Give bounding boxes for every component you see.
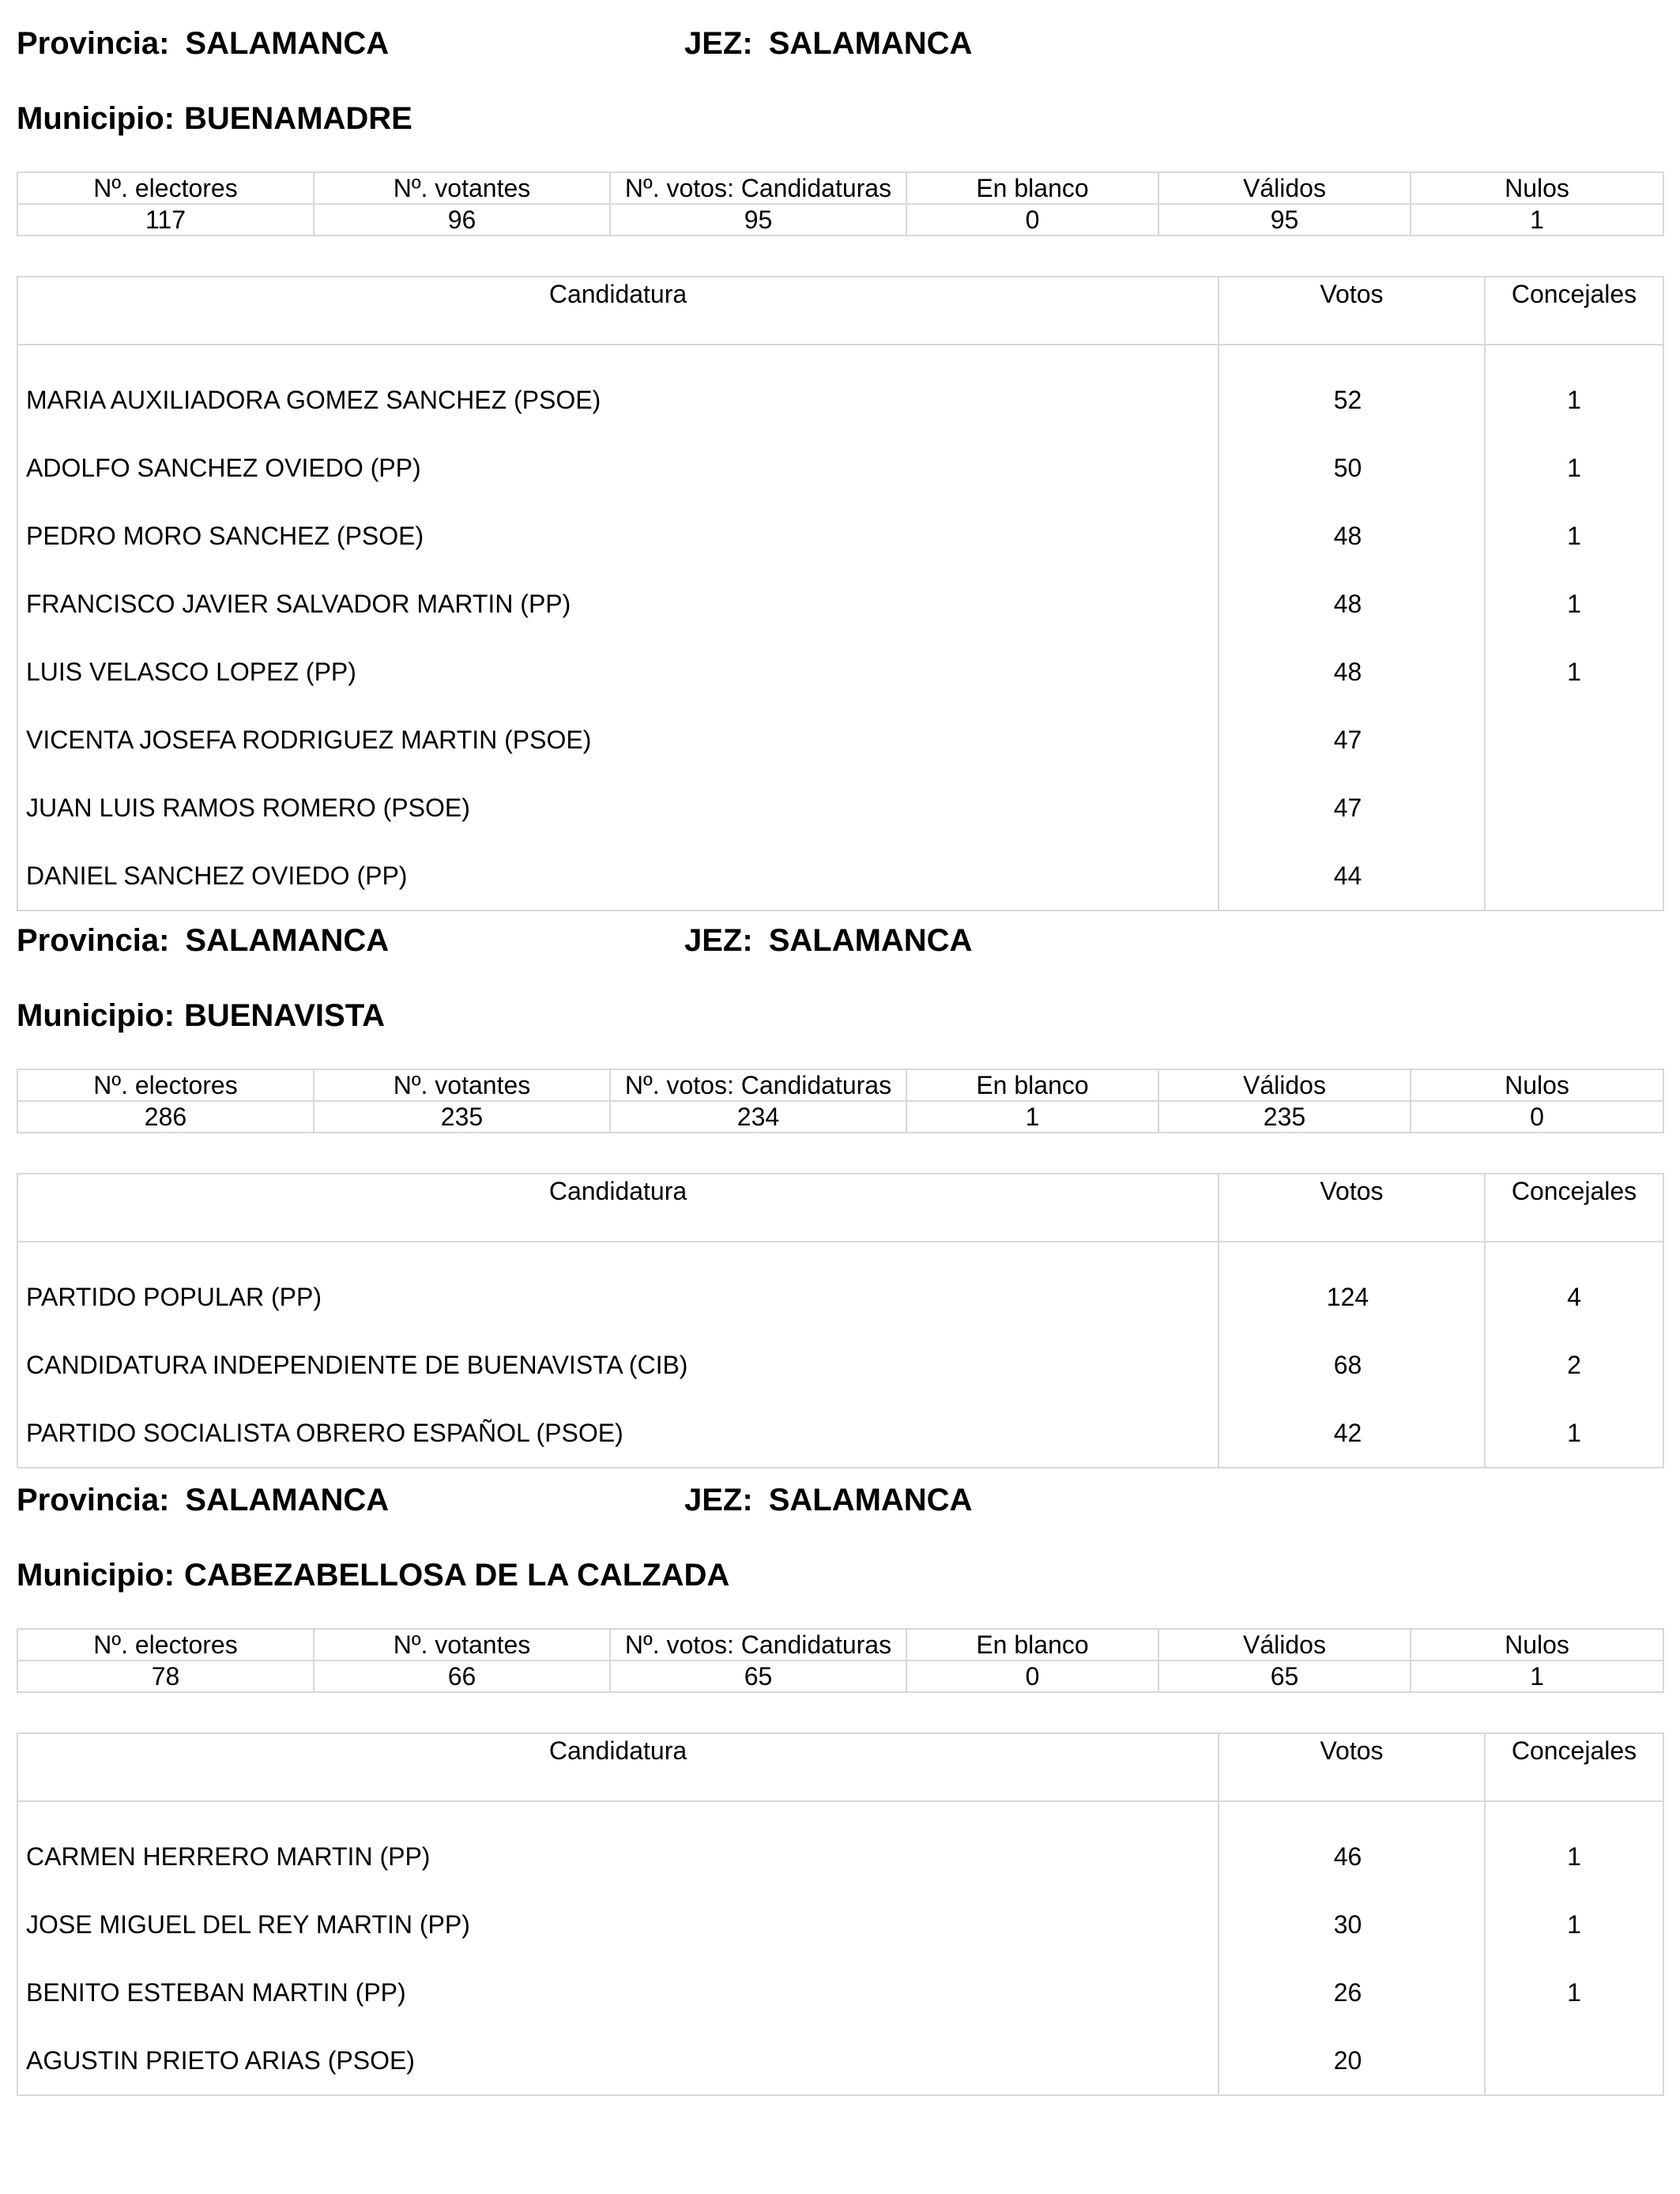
candidaturas-table	[17, 1173, 1664, 1468]
candidate-name: JUAN LUIS RAMOS ROMERO (PSOE)	[17, 774, 1219, 842]
summary-header-row	[17, 1069, 1663, 1101]
candidaturas-table	[17, 276, 1664, 911]
summary-header-row	[17, 1629, 1663, 1661]
col-header-votos: Votos	[1219, 1174, 1485, 1242]
candidate-name: JOSE MIGUEL DEL REY MARTIN (PP)	[17, 1891, 1219, 1958]
municipio-title: Municipio: BUENAVISTA	[17, 998, 386, 1033]
candidate-concejales: 1	[1485, 1891, 1663, 1958]
summary-header-cell: Nº. votantes	[314, 1069, 610, 1101]
table-row	[17, 1891, 1663, 1958]
candidate-concejales: 1	[1485, 1801, 1663, 1891]
candidate-votes: 42	[1219, 1399, 1485, 1468]
candidate-concejales	[1485, 2026, 1663, 2095]
col-header-concejales: Concejales	[1485, 1733, 1663, 1801]
candidate-concejales: 1	[1485, 1958, 1663, 2026]
candidate-votes: 26	[1219, 1958, 1485, 2026]
summary-header-cell: Nº. electores	[17, 172, 314, 204]
summary-value-cell: 1	[1411, 204, 1663, 236]
col-header-votos: Votos	[1219, 277, 1485, 345]
table-row	[17, 502, 1663, 570]
summary-header-cell: Válidos	[1158, 172, 1411, 204]
col-header-concejales: Concejales	[1485, 277, 1663, 345]
summary-header-cell: Nº. votantes	[314, 1629, 610, 1661]
candidate-concejales: 1	[1485, 345, 1663, 434]
summary-value-cell: 66	[314, 1661, 610, 1692]
summary-header-cell: Nulos	[1411, 1629, 1663, 1661]
table-row	[17, 1242, 1663, 1331]
summary-value-cell: 95	[1158, 204, 1411, 236]
candidate-concejales: 1	[1485, 570, 1663, 638]
candidate-votes: 48	[1219, 570, 1485, 638]
candidate-name: CARMEN HERRERO MARTIN (PP)	[17, 1801, 1219, 1891]
summary-header-cell: Nº. electores	[17, 1629, 314, 1661]
summary-header-cell: En blanco	[906, 1629, 1158, 1661]
candidate-concejales	[1485, 706, 1663, 774]
candidate-name: CANDIDATURA INDEPENDIENTE DE BUENAVISTA (CIB)	[17, 1331, 1219, 1399]
candidaturas-header-row	[17, 1733, 1663, 1801]
summary-table	[17, 1628, 1664, 1693]
summary-header-cell: Nº. electores	[17, 1069, 314, 1101]
candidaturas-table	[17, 1732, 1664, 2096]
summary-value-cell: 117	[17, 204, 314, 236]
candidate-votes: 47	[1219, 706, 1485, 774]
summary-value-cell: 78	[17, 1661, 314, 1692]
municipio-title: Municipio: BUENAMADRE	[17, 101, 412, 136]
candidate-concejales: 1	[1485, 502, 1663, 570]
summary-value-row	[17, 204, 1663, 236]
summary-value-row	[17, 1101, 1663, 1133]
table-row	[17, 2026, 1663, 2095]
candidate-name: MARIA AUXILIADORA GOMEZ SANCHEZ (PSOE)	[17, 345, 1219, 434]
candidate-votes: 48	[1219, 638, 1485, 706]
summary-value-cell: 1	[906, 1101, 1158, 1133]
candidate-votes: 30	[1219, 1891, 1485, 1958]
table-row	[17, 434, 1663, 502]
candidate-concejales: 1	[1485, 434, 1663, 502]
candidaturas-header-row	[17, 1174, 1663, 1242]
col-header-candidatura: Candidatura	[17, 1174, 1219, 1242]
candidate-concejales: 4	[1485, 1242, 1663, 1331]
summary-header-cell: Nº. votos: Candidaturas	[610, 1629, 906, 1661]
jez: JEZ: SALAMANCA	[684, 923, 973, 958]
table-row	[17, 638, 1663, 706]
summary-value-cell: 235	[1158, 1101, 1411, 1133]
summary-header-cell: Nº. votos: Candidaturas	[610, 1069, 906, 1101]
summary-value-cell: 286	[17, 1101, 314, 1133]
summary-value-cell: 0	[906, 1661, 1158, 1692]
candidate-name: PARTIDO SOCIALISTA OBRERO ESPAÑOL (PSOE)	[17, 1399, 1219, 1468]
summary-value-cell: 235	[314, 1101, 610, 1133]
candidate-name: DANIEL SANCHEZ OVIEDO (PP)	[17, 842, 1219, 910]
table-row	[17, 1399, 1663, 1468]
candidate-name: ADOLFO SANCHEZ OVIEDO (PP)	[17, 434, 1219, 502]
summary-value-cell: 234	[610, 1101, 906, 1133]
summary-value-cell: 65	[1158, 1661, 1411, 1692]
municipio-section	[17, 917, 1663, 1447]
candidate-concejales: 2	[1485, 1331, 1663, 1399]
candidate-votes: 52	[1219, 345, 1485, 434]
summary-header-cell: Válidos	[1158, 1069, 1411, 1101]
provincia: Provincia: SALAMANCA	[17, 1483, 390, 1517]
candidate-votes: 48	[1219, 502, 1485, 570]
candidate-votes: 68	[1219, 1331, 1485, 1399]
candidate-votes: 20	[1219, 2026, 1485, 2095]
municipio-section	[17, 20, 1663, 890]
summary-header-cell: En blanco	[906, 1069, 1158, 1101]
table-row	[17, 842, 1663, 910]
summary-header-cell: Válidos	[1158, 1629, 1411, 1661]
candidate-votes: 46	[1219, 1801, 1485, 1891]
municipio-title: Municipio: CABEZABELLOSA DE LA CALZADA	[17, 1558, 730, 1593]
summary-value-cell: 0	[1411, 1101, 1663, 1133]
table-row	[17, 1331, 1663, 1399]
jez: JEZ: SALAMANCA	[684, 1483, 973, 1517]
provincia: Provincia: SALAMANCA	[17, 26, 390, 61]
table-row	[17, 345, 1663, 434]
candidate-votes: 50	[1219, 434, 1485, 502]
summary-header-cell: Nº. votos: Candidaturas	[610, 172, 906, 204]
candidate-name: AGUSTIN PRIETO ARIAS (PSOE)	[17, 2026, 1219, 2095]
candidate-name: FRANCISCO JAVIER SALVADOR MARTIN (PP)	[17, 570, 1219, 638]
summary-header-cell: Nulos	[1411, 1069, 1663, 1101]
header-row	[17, 917, 1663, 964]
summary-table	[17, 172, 1664, 236]
summary-header-cell: En blanco	[906, 172, 1158, 204]
table-row	[17, 1958, 1663, 2026]
candidate-name: BENITO ESTEBAN MARTIN (PP)	[17, 1958, 1219, 2026]
candidate-votes: 124	[1219, 1242, 1485, 1331]
summary-value-row	[17, 1661, 1663, 1692]
summary-header-row	[17, 172, 1663, 204]
summary-value-cell: 65	[610, 1661, 906, 1692]
col-header-votos: Votos	[1219, 1733, 1485, 1801]
summary-value-cell: 95	[610, 204, 906, 236]
provincia: Provincia: SALAMANCA	[17, 923, 390, 958]
col-header-concejales: Concejales	[1485, 1174, 1663, 1242]
summary-header-cell: Nulos	[1411, 172, 1663, 204]
candidate-name: LUIS VELASCO LOPEZ (PP)	[17, 638, 1219, 706]
candidaturas-header-row	[17, 277, 1663, 345]
candidate-votes: 47	[1219, 774, 1485, 842]
candidate-concejales	[1485, 842, 1663, 910]
summary-table	[17, 1069, 1664, 1133]
summary-header-cell: Nº. votantes	[314, 172, 610, 204]
candidate-concejales: 1	[1485, 638, 1663, 706]
jez: JEZ: SALAMANCA	[684, 26, 973, 61]
candidate-votes: 44	[1219, 842, 1485, 910]
candidate-concejales	[1485, 774, 1663, 842]
col-header-candidatura: Candidatura	[17, 1733, 1219, 1801]
table-row	[17, 774, 1663, 842]
table-row	[17, 1801, 1663, 1891]
summary-value-cell: 0	[906, 204, 1158, 236]
municipio-section	[17, 1476, 1663, 2075]
candidate-concejales: 1	[1485, 1399, 1663, 1468]
header-row	[17, 1476, 1663, 1524]
summary-value-cell: 1	[1411, 1661, 1663, 1692]
summary-value-cell: 96	[314, 204, 610, 236]
candidate-name: VICENTA JOSEFA RODRIGUEZ MARTIN (PSOE)	[17, 706, 1219, 774]
table-row	[17, 570, 1663, 638]
col-header-candidatura: Candidatura	[17, 277, 1219, 345]
candidate-name: PARTIDO POPULAR (PP)	[17, 1242, 1219, 1331]
candidate-name: PEDRO MORO SANCHEZ (PSOE)	[17, 502, 1219, 570]
header-row	[17, 20, 1663, 67]
table-row	[17, 706, 1663, 774]
